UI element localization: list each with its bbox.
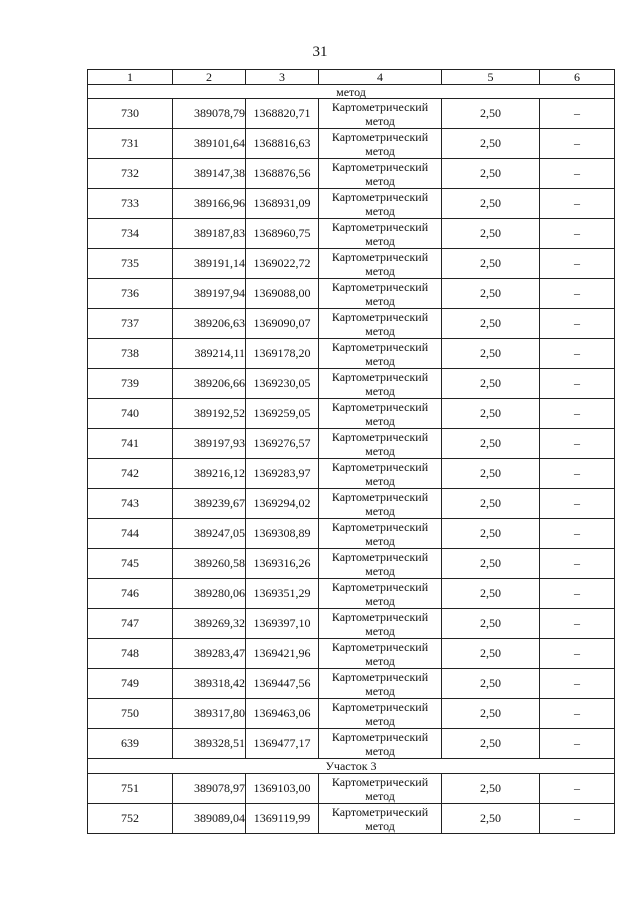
- coordinate-y: 1369230,05: [246, 369, 319, 399]
- method-line: Картометрический: [331, 729, 429, 744]
- method-line: метод: [365, 323, 395, 338]
- description-dash: –: [540, 219, 615, 249]
- accuracy-value: 2,50: [442, 609, 540, 639]
- description-dash: –: [540, 339, 615, 369]
- method-cell: [319, 399, 442, 429]
- coordinate-y: 1369463,06: [246, 699, 319, 729]
- method-cell: [319, 639, 442, 669]
- point-number: 745: [88, 549, 173, 579]
- table-row: [88, 609, 615, 639]
- point-number: 639: [88, 729, 173, 759]
- method-line: Картометрический: [331, 774, 429, 789]
- method-line: Картометрический: [331, 129, 429, 144]
- method-line: метод: [365, 203, 395, 218]
- method-line: метод: [365, 173, 395, 188]
- method-line: Картометрический: [331, 189, 429, 204]
- coordinate-x: 389078,97: [173, 774, 246, 804]
- column-header: 4: [319, 70, 442, 85]
- coordinate-y: 1369178,20: [246, 339, 319, 369]
- description-dash: –: [540, 279, 615, 309]
- table-row: [88, 249, 615, 279]
- column-header: 5: [442, 70, 540, 85]
- method-line: Картометрический: [331, 219, 429, 234]
- coordinate-y: 1369421,96: [246, 639, 319, 669]
- method-line: метод: [365, 233, 395, 248]
- coordinates-table: [87, 69, 615, 834]
- accuracy-value: 2,50: [442, 804, 540, 834]
- method-line: Картометрический: [331, 804, 429, 819]
- accuracy-value: 2,50: [442, 489, 540, 519]
- method-line: метод: [365, 473, 395, 488]
- method-line: метод: [365, 383, 395, 398]
- accuracy-value: 2,50: [442, 429, 540, 459]
- continuation-row: [88, 85, 615, 99]
- point-number: 731: [88, 129, 173, 159]
- accuracy-value: 2,50: [442, 639, 540, 669]
- table-row: [88, 579, 615, 609]
- accuracy-value: 2,50: [442, 159, 540, 189]
- method-cell: [319, 429, 442, 459]
- method-cell: [319, 579, 442, 609]
- table-row: [88, 339, 615, 369]
- coordinate-y: 1369477,17: [246, 729, 319, 759]
- point-number: 752: [88, 804, 173, 834]
- coordinate-x: 389078,79: [173, 99, 246, 129]
- accuracy-value: 2,50: [442, 399, 540, 429]
- coordinate-y: 1368876,56: [246, 159, 319, 189]
- coordinate-x: 389247,05: [173, 519, 246, 549]
- method-line: метод: [365, 293, 395, 308]
- coordinate-y: 1369283,97: [246, 459, 319, 489]
- accuracy-value: 2,50: [442, 279, 540, 309]
- section-row: [88, 759, 615, 774]
- method-line: метод: [365, 818, 395, 833]
- coordinate-x: 389197,93: [173, 429, 246, 459]
- coordinate-y: 1368820,71: [246, 99, 319, 129]
- method-line: Картометрический: [331, 429, 429, 444]
- coordinate-y: 1369103,00: [246, 774, 319, 804]
- table-row: [88, 669, 615, 699]
- description-dash: –: [540, 369, 615, 399]
- section-header: [88, 759, 615, 774]
- method-line: Картометрический: [331, 309, 429, 324]
- method-line: метод: [365, 503, 395, 518]
- description-dash: –: [540, 399, 615, 429]
- description-dash: –: [540, 699, 615, 729]
- method-cell: [319, 669, 442, 699]
- method-line: метод: [365, 683, 395, 698]
- method-line: Картометрический: [331, 459, 429, 474]
- method-cell: [319, 369, 442, 399]
- coordinate-x: 389260,58: [173, 549, 246, 579]
- point-number: 730: [88, 99, 173, 129]
- description-dash: –: [540, 579, 615, 609]
- description-dash: –: [540, 519, 615, 549]
- point-number: 749: [88, 669, 173, 699]
- coordinate-x: 389280,06: [173, 579, 246, 609]
- method-cell: [319, 99, 442, 129]
- table-row: [88, 189, 615, 219]
- method-line: Картометрический: [331, 99, 429, 114]
- method-cell: [319, 489, 442, 519]
- description-dash: –: [540, 159, 615, 189]
- accuracy-value: 2,50: [442, 579, 540, 609]
- accuracy-value: 2,50: [442, 699, 540, 729]
- table-row: [88, 804, 615, 834]
- coordinate-x: 389191,14: [173, 249, 246, 279]
- coordinate-x: 389166,96: [173, 189, 246, 219]
- point-number: 743: [88, 489, 173, 519]
- coordinate-x: 389216,12: [173, 459, 246, 489]
- method-line: Картометрический: [331, 579, 429, 594]
- method-line: метод: [365, 353, 395, 368]
- method-line: Картометрический: [331, 519, 429, 534]
- coordinate-x: 389328,51: [173, 729, 246, 759]
- method-cell: [319, 549, 442, 579]
- method-line: метод: [365, 533, 395, 548]
- description-dash: –: [540, 549, 615, 579]
- column-header: 2: [173, 70, 246, 85]
- method-cell: [319, 729, 442, 759]
- point-number: 735: [88, 249, 173, 279]
- coordinate-x: 389147,38: [173, 159, 246, 189]
- method-line: Картометрический: [331, 249, 429, 264]
- method-line: метод: [365, 143, 395, 158]
- method-line: Картометрический: [331, 489, 429, 504]
- description-dash: –: [540, 129, 615, 159]
- description-dash: –: [540, 804, 615, 834]
- coordinate-y: 1369294,02: [246, 489, 319, 519]
- method-line: Картометрический: [331, 279, 429, 294]
- coordinate-y: 1369088,00: [246, 279, 319, 309]
- point-number: 748: [88, 639, 173, 669]
- coordinate-x: 389214,11: [173, 339, 246, 369]
- table-row: [88, 399, 615, 429]
- point-number: 744: [88, 519, 173, 549]
- accuracy-value: 2,50: [442, 189, 540, 219]
- coordinate-x: 389317,80: [173, 699, 246, 729]
- method-cell: [319, 219, 442, 249]
- method-cell: [319, 804, 442, 834]
- method-line: Картометрический: [331, 609, 429, 624]
- method-line: метод: [365, 263, 395, 278]
- accuracy-value: 2,50: [442, 129, 540, 159]
- accuracy-value: 2,50: [442, 99, 540, 129]
- method-line: метод: [365, 113, 395, 128]
- method-cell: [319, 249, 442, 279]
- coordinate-x: 389269,32: [173, 609, 246, 639]
- description-dash: –: [540, 429, 615, 459]
- table-row: [88, 279, 615, 309]
- point-number: 741: [88, 429, 173, 459]
- accuracy-value: 2,50: [442, 309, 540, 339]
- point-number: 746: [88, 579, 173, 609]
- method-line: метод: [365, 563, 395, 578]
- method-line: Картометрический: [331, 369, 429, 384]
- method-line: метод: [365, 713, 395, 728]
- table-row: [88, 459, 615, 489]
- table-row: [88, 429, 615, 459]
- coordinate-y: 1368816,63: [246, 129, 319, 159]
- coordinate-y: 1369397,10: [246, 609, 319, 639]
- accuracy-value: 2,50: [442, 249, 540, 279]
- method-cell: [319, 774, 442, 804]
- table-row: [88, 639, 615, 669]
- coordinate-y: 1369447,56: [246, 669, 319, 699]
- method-line: метод: [365, 593, 395, 608]
- description-dash: –: [540, 489, 615, 519]
- point-number: 739: [88, 369, 173, 399]
- method-line: Картометрический: [331, 399, 429, 414]
- accuracy-value: 2,50: [442, 729, 540, 759]
- coordinate-x: 389206,63: [173, 309, 246, 339]
- method-line: Картометрический: [331, 549, 429, 564]
- method-line: Картометрический: [331, 339, 429, 354]
- column-header: 6: [540, 70, 615, 85]
- point-number: 733: [88, 189, 173, 219]
- description-dash: –: [540, 639, 615, 669]
- coordinate-x: 389197,94: [173, 279, 246, 309]
- table-body-part-2: [88, 85, 615, 759]
- point-number: 740: [88, 399, 173, 429]
- method-line: Картометрический: [331, 639, 429, 654]
- coordinate-y: 1368931,09: [246, 189, 319, 219]
- method-cell: [319, 699, 442, 729]
- accuracy-value: 2,50: [442, 549, 540, 579]
- point-number: 737: [88, 309, 173, 339]
- method-line: Картометрический: [331, 159, 429, 174]
- table-row: [88, 309, 615, 339]
- method-cell: [319, 339, 442, 369]
- table-row: [88, 549, 615, 579]
- description-dash: –: [540, 729, 615, 759]
- point-number: 742: [88, 459, 173, 489]
- method-cell: [319, 159, 442, 189]
- coordinate-x: 389283,47: [173, 639, 246, 669]
- method-line: Картометрический: [331, 669, 429, 684]
- method-line: метод: [365, 743, 395, 758]
- method-cell: [319, 279, 442, 309]
- description-dash: –: [540, 99, 615, 129]
- coordinate-y: 1369259,05: [246, 399, 319, 429]
- table-body-part-3: [88, 774, 615, 834]
- accuracy-value: 2,50: [442, 459, 540, 489]
- header-row: [88, 70, 615, 85]
- table-row: [88, 369, 615, 399]
- coordinate-x: 389318,42: [173, 669, 246, 699]
- method-line: метод: [365, 443, 395, 458]
- method-cell: [319, 309, 442, 339]
- method-cell: [319, 519, 442, 549]
- method-line: метод: [365, 623, 395, 638]
- point-number: 734: [88, 219, 173, 249]
- point-number: 747: [88, 609, 173, 639]
- method-cell: [319, 609, 442, 639]
- coordinate-x: 389206,66: [173, 369, 246, 399]
- table-row: [88, 159, 615, 189]
- description-dash: –: [540, 189, 615, 219]
- coordinate-y: 1369308,89: [246, 519, 319, 549]
- table-row: [88, 699, 615, 729]
- column-header: 3: [246, 70, 319, 85]
- accuracy-value: 2,50: [442, 519, 540, 549]
- column-header: 1: [88, 70, 173, 85]
- coordinate-y: 1369022,72: [246, 249, 319, 279]
- description-dash: –: [540, 774, 615, 804]
- description-dash: –: [540, 459, 615, 489]
- table-row: [88, 489, 615, 519]
- continuation-text: метод: [88, 85, 615, 99]
- accuracy-value: 2,50: [442, 219, 540, 249]
- coordinate-y: 1369276,57: [246, 429, 319, 459]
- coordinate-x: 389239,67: [173, 489, 246, 519]
- coordinate-y: 1369119,99: [246, 804, 319, 834]
- coordinate-y: 1369316,26: [246, 549, 319, 579]
- coordinate-x: 389187,83: [173, 219, 246, 249]
- point-number: 751: [88, 774, 173, 804]
- accuracy-value: 2,50: [442, 774, 540, 804]
- method-line: метод: [365, 413, 395, 428]
- coordinate-x: 389101,64: [173, 129, 246, 159]
- coordinate-y: 1369090,07: [246, 309, 319, 339]
- point-number: 736: [88, 279, 173, 309]
- table-row: [88, 774, 615, 804]
- point-number: 750: [88, 699, 173, 729]
- method-cell: [319, 129, 442, 159]
- table-row: [88, 99, 615, 129]
- method-line: метод: [365, 653, 395, 668]
- point-number: 738: [88, 339, 173, 369]
- description-dash: –: [540, 609, 615, 639]
- description-dash: –: [540, 249, 615, 279]
- method-cell: [319, 189, 442, 219]
- description-dash: –: [540, 669, 615, 699]
- table-row: [88, 519, 615, 549]
- accuracy-value: 2,50: [442, 339, 540, 369]
- table-row: [88, 219, 615, 249]
- coordinate-y: 1368960,75: [246, 219, 319, 249]
- table-row: [88, 729, 615, 759]
- page-number: 31: [312, 44, 328, 60]
- table-row: [88, 129, 615, 159]
- coordinate-y: 1369351,29: [246, 579, 319, 609]
- method-cell: [319, 459, 442, 489]
- coordinate-x: 389192,52: [173, 399, 246, 429]
- accuracy-value: 2,50: [442, 669, 540, 699]
- description-dash: –: [540, 309, 615, 339]
- method-line: Картометрический: [331, 699, 429, 714]
- method-line: метод: [365, 788, 395, 803]
- point-number: 732: [88, 159, 173, 189]
- coordinate-x: 389089,04: [173, 804, 246, 834]
- accuracy-value: 2,50: [442, 369, 540, 399]
- section-title: Участок 3: [88, 759, 615, 774]
